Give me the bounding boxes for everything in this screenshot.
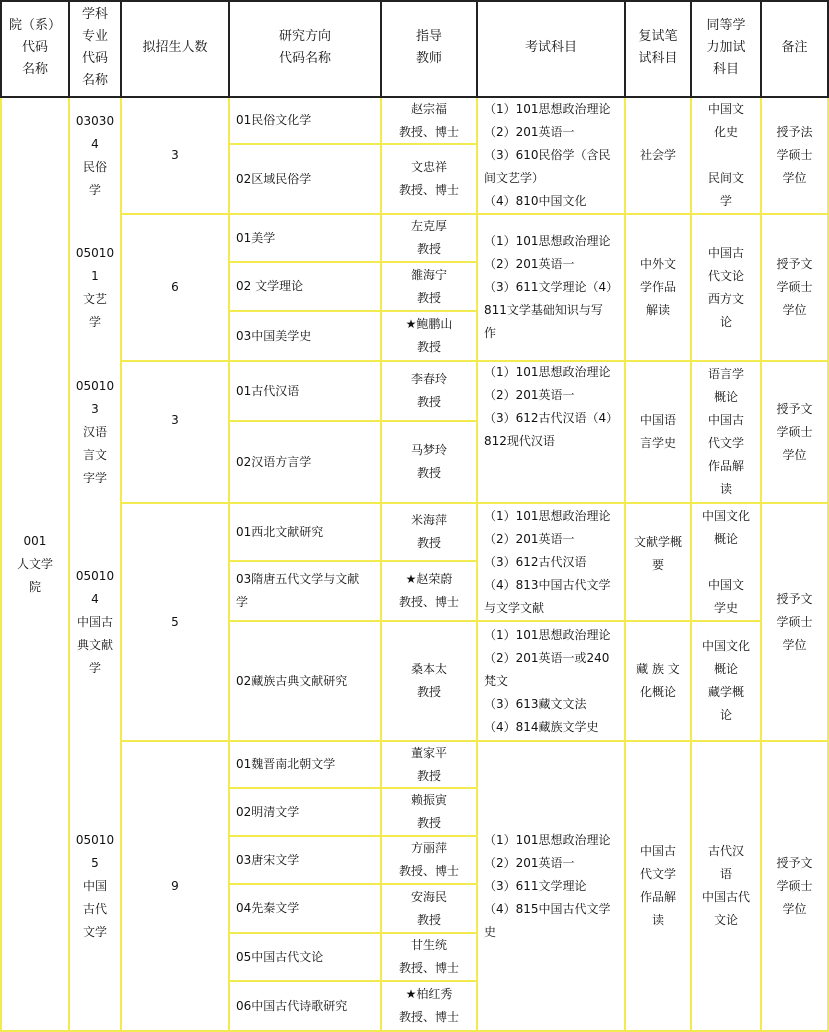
quota-1: 6 (171, 280, 179, 294)
header-divider (476, 0, 478, 98)
extra-3a: 中国文化 概论 中国文 学史 (701, 508, 750, 615)
header-exam: 考试科目 (524, 40, 577, 55)
grid-line (120, 740, 829, 742)
direction-0-1: 02区域民俗学 (236, 171, 312, 186)
header-note: 备注 (781, 40, 808, 55)
grid-line (0, 98, 2, 1032)
header-divider (380, 0, 382, 98)
grid-line (228, 420, 478, 422)
exam-3a: （1）101思想政治理论 （2）201英语一 （3）612古代汉语 （4）813中国古代文学 与文学文献 (484, 508, 611, 615)
exam-3b: （1）101思想政治理论 （2）201英语一或240 梵文 （3）613藏文文法 （4）814藏族文学史 (484, 627, 611, 734)
grid-line (120, 98, 122, 1032)
header-divider (760, 0, 762, 98)
advisor-1-1: 雒海宁 教授 (410, 267, 447, 305)
direction-1-1: 02 文学理论 (236, 279, 304, 293)
grid-line (690, 98, 692, 1032)
retest-4: 中国古 代文学 作品解 读 (639, 844, 676, 927)
note-0: 授予法 学硕士 学位 (776, 125, 813, 185)
direction-4-5: 06中国古代诗歌研究 (236, 998, 348, 1013)
header-divider (690, 0, 692, 98)
grid-line (228, 932, 478, 934)
header-department: 院（系） 代码 名称 (8, 18, 61, 77)
retest-2: 中国语 言学史 (639, 413, 676, 450)
grid-line (120, 360, 829, 362)
direction-1-0: 01美学 (236, 230, 276, 245)
advisor-1-2: ★鲍鹏山 教授 (405, 317, 453, 354)
retest-3a: 文献学概 要 (633, 535, 682, 572)
note-4: 授予文 学硕士 学位 (776, 855, 813, 916)
direction-3-1: 03隋唐五代文学与文献 学 (236, 572, 360, 609)
quota-2: 3 (171, 412, 179, 427)
grid-line (624, 98, 626, 1032)
grid-line (228, 883, 478, 885)
advisor-4-1: 赖振寅 教授 (410, 793, 447, 830)
header-divider (624, 0, 626, 98)
retest-0: 社会学 (639, 148, 676, 162)
exam-1: （1）101思想政治理论 （2）201英语一 （3）611文学理论（4） 811文学基础知识与写 作 (484, 234, 619, 340)
header-divider (120, 0, 122, 98)
retest-1: 中外文 学作品 解读 (639, 257, 676, 317)
direction-4-1: 02明清文学 (236, 804, 300, 819)
direction-2-0: 01古代汉语 (236, 383, 300, 398)
advisor-2-0: 李春玲 教授 (410, 372, 447, 409)
advisor-4-3: 安海民 教授 (410, 889, 447, 927)
grid-line (228, 143, 478, 145)
major-code-0: 03030 4 民俗 学 (75, 113, 115, 197)
major-code-1: 05010 1 文艺 学 (75, 245, 115, 329)
advisor-4-2: 方丽萍 教授、博士 (398, 841, 459, 878)
grid-line (380, 98, 382, 1032)
direction-4-4: 05中国古代文论 (236, 949, 324, 964)
grid-line (228, 835, 478, 837)
grid-line (228, 787, 478, 789)
major-code-2: 05010 3 汉语 言文 字学 (75, 378, 115, 485)
header-direction: 研究方向 代码名称 (278, 29, 331, 66)
advisor-0-0: 赵宗福 教授、博士 (398, 101, 459, 139)
direction-2-1: 02汉语方言学 (236, 454, 312, 469)
grid-line (228, 620, 762, 622)
extra-2: 语言学 概论 中国古 代文学 作品解 读 (707, 367, 744, 496)
extra-3b: 中国文化 概论 藏学概 论 (701, 639, 750, 722)
major-code-4: 05010 5 中国 古代 文学 (75, 832, 115, 939)
quota-3: 5 (171, 614, 179, 629)
header-extra: 同等学 力加试 科目 (706, 18, 746, 77)
advisor-1-0: 左克厚 教授 (410, 219, 447, 256)
advisor-3-1: ★赵荣蔚 教授、博士 (398, 572, 459, 609)
advisor-2-1: 马梦玲 教授 (410, 443, 447, 480)
note-2: 授予文 学硕士 学位 (776, 401, 813, 462)
quota-0: 3 (171, 148, 179, 162)
header-divider (228, 0, 230, 98)
header-bottom-border (0, 96, 829, 98)
note-1: 授予文 学硕士 学位 (776, 257, 813, 317)
grid-line (228, 560, 478, 562)
header-divider (0, 0, 2, 98)
header-top-border (0, 0, 829, 2)
grid-line (476, 98, 478, 1032)
advisor-4-4: 甘生统 教授、博士 (398, 938, 459, 975)
quota-4: 9 (171, 878, 179, 893)
direction-3-2: 02藏族古典文献研究 (236, 673, 348, 688)
note-3: 授予文 学硕士 学位 (776, 591, 813, 652)
direction-1-2: 03中国美学史 (236, 328, 312, 343)
major-code-3: 05010 4 中国古 典文献 学 (75, 568, 115, 675)
advisor-0-1: 文忠祥 教授、博士 (398, 160, 459, 197)
header-major: 学科 专业 代码 名称 (81, 7, 108, 88)
header-retest: 复试笔 试科目 (638, 29, 678, 66)
grid-line (760, 98, 762, 1032)
exam-4: （1）101思想政治理论 （2）201英语一 （3）611文学理论 （4）815中国古代文学 史 (484, 832, 611, 939)
exam-2: （1）101思想政治理论 （2）201英语一 （3）612古代汉语（4） 812现代汉语 (484, 365, 619, 448)
direction-4-0: 01魏晋南北朝文学 (236, 757, 336, 771)
grid-line (120, 213, 829, 215)
advisor-3-2: 桑本太 教授 (410, 662, 447, 699)
header-divider (68, 0, 70, 98)
header-quota: 拟招生人数 (142, 40, 208, 55)
direction-4-3: 04先秦文学 (236, 901, 300, 915)
extra-1: 中国古 代文论 西方文 论 (707, 245, 744, 329)
grid-line (228, 310, 478, 312)
grid-line (228, 980, 478, 982)
exam-0: （1）101思想政治理论 （2）201英语一 （3）610民俗学（含民 间文艺学） （4）810中国文化 (484, 102, 611, 208)
department-name: 001 人文学 院 (16, 533, 53, 594)
grid-line (68, 98, 70, 1032)
direction-0-0: 01民俗文化学 (236, 113, 312, 127)
grid-line (120, 502, 829, 504)
extra-4: 古代汉 语 中国古代 文论 (701, 844, 750, 927)
advisor-4-0: 董家平 教授 (410, 745, 447, 783)
direction-3-0: 01西北文献研究 (236, 524, 324, 539)
advisor-3-0: 米海萍 教授 (410, 513, 447, 550)
grid-line (228, 98, 230, 1032)
header-advisor: 指导 教师 (415, 29, 442, 66)
advisor-4-5: ★柏红秀 教授、博士 (398, 987, 459, 1024)
direction-4-2: 03唐宋文学 (236, 852, 300, 867)
extra-0: 中国文 化史 民间文 学 (707, 102, 744, 208)
grid-line (228, 261, 478, 263)
retest-3b: 藏 族 文 化概论 (636, 662, 680, 699)
